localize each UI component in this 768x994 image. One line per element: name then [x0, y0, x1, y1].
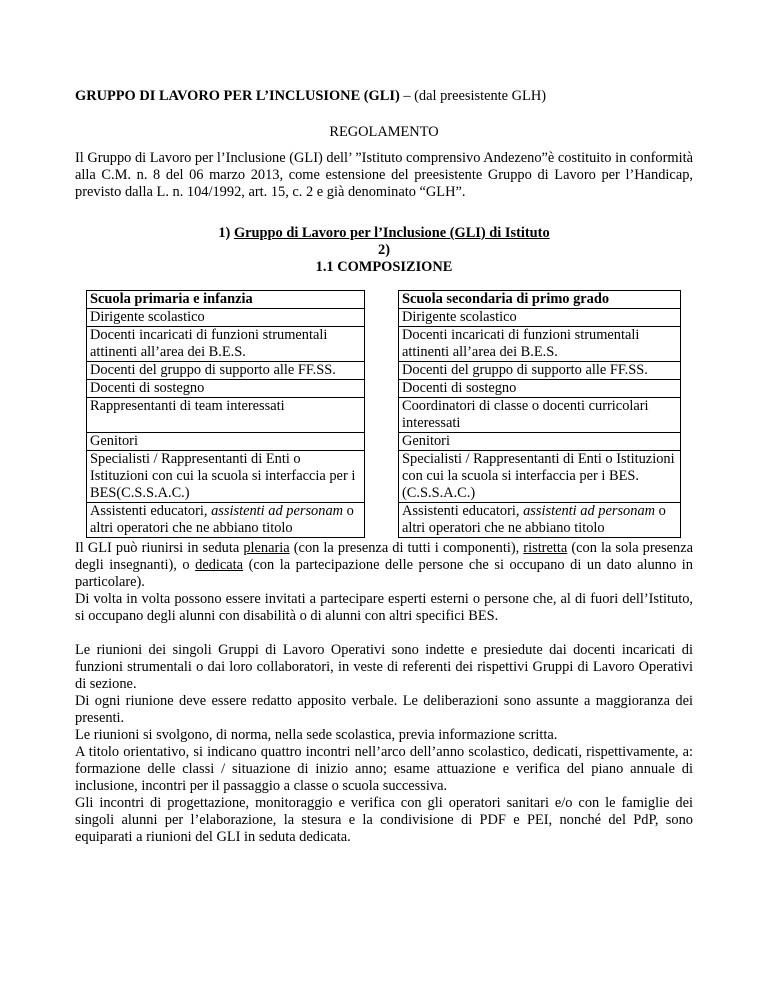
member-row: Rappresentanti di team interessati [87, 398, 364, 433]
paragraph-minutes: Di ogni riunione deve essere redatto apposito verbale. Le deliberazioni sono assunte a maggioranza dei presenti. [75, 693, 693, 726]
member-row: Dirigente scolastico [399, 309, 680, 327]
member-row: Assistenti educatori, assistenti ad personam o altri operatori che ne abbiano titolo [90, 503, 354, 536]
italic-term: assistenti ad personam [211, 503, 344, 519]
paragraph-schedule: A titolo orientativo, si indicano quattro incontri nell’arco dell’anno scolastico, dedicati, rispettivamente, a: formazione delle classi / situazione di inizio anno; esame attuazione e verifica del piano annuale di inclusione, incontri per il passaggio a classe o scuola successiva. [75, 744, 693, 794]
heading-note: – (dal preesistente GLH) [399, 88, 547, 104]
member-row: Specialisti / Rappresentanti di Enti o Istituzioni con cui la scuola si interfaccia per i BES.(C.S.S.A.C.) [399, 451, 680, 503]
subtitle: REGOLAMENTO [329, 124, 439, 140]
paragraph-planning: Gli incontri di progettazione, monitoraggio e verifica con gli operatori sanitari e/o con le famiglie dei singoli alunni per l’elaborazione, la stesura e la condivisione di PDF e PEI, nonché del PdP, sono equiparati a riunioni del GLI in seduta dedicata. [75, 795, 693, 845]
text-run: (con la presenza di tutti i componenti), [289, 540, 524, 556]
member-row: Docenti del gruppo di supporto alle FF.SS. [87, 362, 364, 380]
member-row: Dirigente scolastico [87, 309, 364, 327]
section-title [0, 225, 768, 276]
section-heading: Gruppo di Lavoro per l’Inclusione (GLI) di Istituto [233, 225, 550, 241]
text-run: (con la partecipazione delle persone che si occupano di un dato alunno in particolare). [75, 557, 693, 590]
member-row: Coordinatori di classe o docenti curricolari interessati [399, 398, 680, 433]
member-row: Docenti di sostegno [87, 380, 364, 398]
text-run: (con la sola presenza degli insegnanti), o [75, 540, 694, 573]
composition-column-secondary [398, 290, 681, 538]
term-dedicata: dedicata [195, 557, 244, 573]
section-line-2: 2) [378, 242, 390, 258]
italic-term: assistenti ad personam [523, 503, 656, 519]
document-heading [75, 88, 546, 105]
paragraph-gap [75, 625, 693, 642]
member-row: Genitori [399, 433, 680, 451]
term-plenaria: plenaria [243, 540, 290, 556]
paragraph-location: Le riunioni si svolgono, di norma, nella sede scolastica, previa informazione scritta. [75, 727, 558, 743]
member-row: Docenti del gruppo di supporto alle FF.SS. [399, 362, 680, 380]
composition-column-primary [86, 290, 365, 538]
intro-paragraph: Il Gruppo di Lavoro per l’Inclusione (GLI) dell’ ”Istituto comprensivo Andezeno”è costituito in conformità alla C.M. n. 8 del 06 marzo 2013, come estensione del preesistente Gruppo di Lavoro per l’Handicap, previsto dalla L. n. 104/1992, art. 15, c. 2 e già denominato “GLH”. [75, 150, 693, 200]
subsection-heading: 1.1 COMPOSIZIONE [315, 259, 453, 275]
member-row: Assistenti educatori, assistenti ad personam o altri operatori che ne abbiano titolo [402, 503, 666, 536]
column-header: Scuola primaria e infanzia [87, 291, 364, 309]
section-number: 1) [218, 225, 234, 241]
member-row: Specialisti / Rappresentanti di Enti o Istituzioni con cui la scuola si interfaccia per i BES(C.S.S.A.C.) [87, 451, 364, 503]
paragraph-sessions [75, 540, 693, 591]
paragraph-invited: Di volta in volta possono essere invitati a partecipare esperti esterni o persone che, al di fuori dell’Istituto, si occupano degli alunni con disabilità o di alunni con altri specifici BES. [75, 591, 693, 624]
paragraph-meetings: Le riunioni dei singoli Gruppi di Lavoro Operativi sono indette e presiedute dai docenti incaricati di funzioni strumentali o dai loro collaboratori, in veste di referenti dei rispettivi Gruppi di Lavoro Operativi di sezione. [75, 642, 693, 692]
member-row: Docenti incaricati di funzioni strumentali attinenti all’area dei B.E.S. [87, 327, 364, 362]
body-text [75, 540, 693, 846]
term-ristretta: ristretta [523, 540, 568, 556]
section-line-1 [0, 225, 768, 242]
column-header: Scuola secondaria di primo grado [399, 291, 680, 309]
text-run: Il GLI può riunirsi in seduta [75, 540, 244, 556]
member-row: Docenti incaricati di funzioni strumentali attinenti all’area dei B.E.S. [399, 327, 680, 362]
heading-title: GRUPPO DI LAVORO PER L’INCLUSIONE (GLI) [75, 88, 400, 104]
member-row: Docenti di sostegno [399, 380, 680, 398]
member-row: Genitori [87, 433, 364, 451]
